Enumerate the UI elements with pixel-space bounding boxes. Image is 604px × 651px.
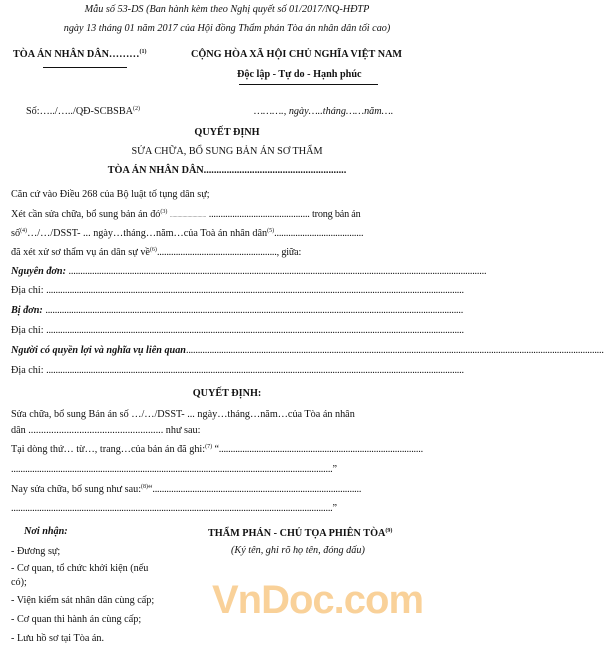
decision-line5	[11, 484, 361, 496]
court-name-text: TÒA ÁN NHÂN DÂN………	[13, 49, 140, 60]
motto: Độc lập - Tự do - Hạnh phúc	[237, 69, 362, 80]
recipient-item: - Lưu hồ sơ tại Tòa án.	[11, 633, 105, 644]
document-date: ………., ngày…..tháng……năm….	[254, 106, 394, 117]
motto-underline	[239, 84, 378, 85]
address-label: Địa chỉ:	[11, 365, 44, 376]
address-fill: ..................................................................................................................................................................................	[46, 365, 464, 376]
decision-line2: dân ..................................................... như sau:	[11, 425, 201, 436]
footnote-3: (3)	[160, 209, 168, 215]
original-text-fill: “.......................................................................................	[212, 444, 423, 455]
document-title: QUYẾT ĐỊNH	[194, 127, 260, 138]
footnote-5: (5)	[267, 228, 275, 234]
footnote-6: (6)	[149, 247, 157, 253]
consider-fill: ........................................... trong bản án	[208, 209, 361, 220]
case-fill: ..................................................., giữa:	[156, 247, 302, 258]
document-number	[26, 106, 140, 118]
amend-label: Nay sửa chữa, bổ sung như sau:	[11, 484, 142, 495]
footnote-7: (7)	[205, 444, 213, 450]
issuing-court: TÒA ÁN NHÂN DÂN........................................................	[107, 165, 347, 176]
amend-fill: “.........................................................................................	[148, 484, 362, 495]
judge-title-text: THẨM PHÁN - CHỦ TỌA PHIÊN TÒA	[208, 528, 386, 539]
judgment-number-label: số	[11, 228, 21, 239]
signature-hint: (Ký tên, ghi rõ họ tên, đóng dấu)	[231, 545, 365, 556]
recipient-item: - Cơ quan thi hành án cùng cấp;	[11, 614, 142, 625]
defendant-row	[11, 305, 464, 317]
footnote-9: (9)	[385, 528, 393, 534]
defendant-fill: ..................................................................................................................................................................................	[45, 305, 464, 316]
decision-line3	[11, 444, 423, 456]
defendant-address-row	[11, 325, 464, 337]
address-label: Địa chỉ:	[11, 325, 44, 336]
court-name	[13, 49, 147, 61]
document-subtitle: SỬA CHỮA, BỔ SUNG BẢN ÁN SƠ THẨM	[131, 146, 323, 157]
address-fill: ..................................................................................................................................................................................	[46, 325, 464, 336]
form-reference-line1: Mẫu số 53-DS (Ban hành kèm theo Nghị quyết số 01/2017/NQ-HĐTP	[84, 4, 370, 15]
watermark-logo: VnDoc.com	[212, 578, 424, 622]
recipient-item: - Viện kiểm sát nhân dân cùng cấp;	[11, 595, 155, 606]
recipient-item: - Đương sự;	[11, 546, 61, 557]
footnote-2: (2)	[133, 106, 140, 112]
judgment-court-fill: ......................................	[274, 228, 364, 239]
document-number-text: Số:…../…../QĐ-SCBSBA	[26, 106, 133, 117]
decision-line1: Sửa chữa, bổ sung Bản án số …/…/DSST- ... ngày…tháng…năm…của Tòa án nhân	[11, 409, 355, 420]
decision-heading: QUYẾT ĐỊNH:	[192, 388, 262, 399]
address-label: Địa chỉ:	[11, 285, 44, 296]
case-text: đã xét xử sơ thẩm vụ án dân sự về	[11, 247, 150, 258]
recipient-item: - Cơ quan, tổ chức khởi kiện (nếu	[11, 563, 149, 574]
footnote-4: (4)	[20, 228, 28, 234]
decision-line6: .........................................................................................................................................”	[11, 503, 337, 514]
original-text-label: Tại dòng thứ… từ…, trang…của bản án đã ghi:	[11, 444, 206, 455]
form-reference-line2: ngày 13 tháng 01 năm 2017 của Hội đồng Thẩm phán Tòa án nhân dân tối cao)	[63, 23, 391, 34]
case-line	[11, 247, 301, 259]
footnote-8: (8)	[141, 484, 149, 490]
related-party-row	[11, 345, 604, 357]
recipients-title: Nơi nhận:	[24, 526, 68, 537]
defendant-label: Bị đơn:	[11, 305, 43, 316]
plaintiff-address-row	[11, 285, 464, 297]
judge-title	[208, 528, 392, 540]
judgment-line	[11, 228, 363, 240]
legal-basis: Căn cứ vào Điều 268 của Bộ luật tố tụng dân sự;	[11, 189, 210, 200]
plaintiff-label: Nguyên đơn:	[11, 266, 66, 277]
address-fill: ..................................................................................................................................................................................	[46, 285, 464, 296]
plaintiff-row	[11, 266, 487, 278]
recipient-item: có);	[11, 577, 27, 588]
related-party-fill: ..................................................................................................................................................................................	[185, 345, 604, 356]
consider-line	[11, 209, 361, 223]
consider-text: Xét cần sửa chữa, bổ sung bản án đó	[11, 209, 161, 220]
judgment-number-text: …/…/DSST- ... ngày…tháng…năm…của Toà án nhân dân	[27, 228, 268, 239]
related-address-row	[11, 365, 464, 377]
decision-line4: .........................................................................................................................................”	[11, 464, 337, 475]
republic-name: CỘNG HÒA XÃ HỘI CHỦ NGHĨA VIỆT NAM	[191, 49, 403, 60]
related-party-label: Người có quyền lợi và nghĩa vụ liên quan	[11, 345, 186, 356]
consider-small-dots: .............................	[169, 214, 207, 219]
plaintiff-fill: ..................................................................................................................................................................................	[68, 266, 487, 277]
footnote-1: (1)	[139, 49, 147, 55]
court-underline	[43, 67, 127, 68]
